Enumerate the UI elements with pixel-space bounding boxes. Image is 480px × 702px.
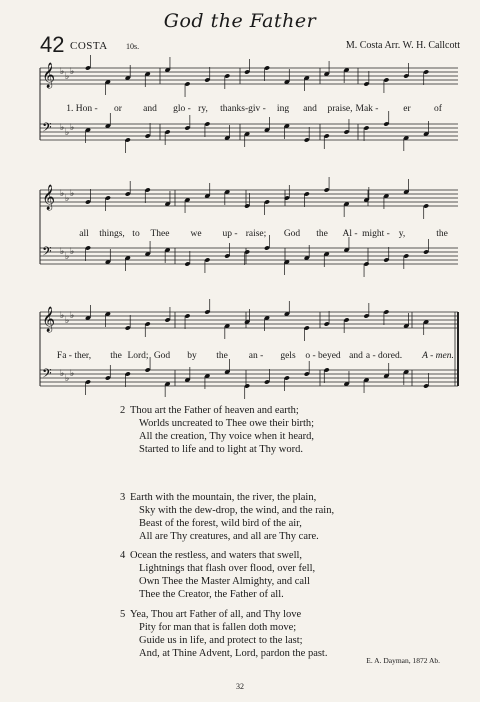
flat-icon: ♭ bbox=[60, 247, 65, 257]
lyric-syllable: things, bbox=[99, 229, 125, 239]
lyric-syllable: Thee bbox=[150, 229, 170, 239]
bass-clef-icon: 𝄢 bbox=[42, 120, 52, 138]
bass-clef-icon: 𝄢 bbox=[42, 244, 52, 262]
lyric-syllable: all bbox=[79, 229, 89, 239]
verse-line: Own Thee the Master Almighty, and call bbox=[139, 576, 310, 587]
flat-icon: ♭ bbox=[60, 123, 65, 133]
verse-number: 3 bbox=[120, 492, 126, 503]
lyric-syllable: y, bbox=[398, 229, 406, 239]
section-title: God the Father bbox=[163, 10, 317, 32]
lyric-syllable: to bbox=[132, 229, 140, 239]
verse-line: Thee the Creator, the Father of all. bbox=[139, 589, 284, 600]
lyric-syllable: we bbox=[190, 229, 202, 239]
verse-number: 2 bbox=[120, 405, 126, 416]
lyrics-system-3 bbox=[0, 351, 480, 363]
lyric-syllable: Fa - ther, bbox=[56, 351, 92, 361]
lyric-syllable: 1. Hon - bbox=[66, 104, 98, 114]
hymn-number: 42 bbox=[40, 32, 65, 57]
verse-line: Yea, Thou art Father of all, and Thy love bbox=[130, 609, 302, 620]
flat-icon: ♭ bbox=[65, 252, 70, 262]
lyric-syllable: o - beyed bbox=[305, 351, 341, 361]
verse-line: All are Thy creatures, and all are Thy care. bbox=[139, 531, 319, 542]
treble-clef-icon: 𝄞 bbox=[42, 63, 56, 88]
verse-2 bbox=[120, 404, 315, 456]
flat-icon: ♭ bbox=[60, 189, 65, 199]
verse-line: And, at Thine Advent, Lord, pardon the past. bbox=[139, 648, 328, 659]
lyric-syllable: ing bbox=[276, 104, 290, 114]
verse-line: Started to life and to light at Thy word. bbox=[139, 444, 303, 455]
verse-line: Guide us in life, and protect to the last; bbox=[139, 635, 303, 646]
tune-name: COSTA bbox=[70, 40, 108, 52]
lyric-syllable: thanks-giv - bbox=[220, 104, 266, 114]
lyric-syllable: might - bbox=[362, 229, 390, 239]
lyric-syllable: the bbox=[216, 351, 228, 361]
text-credit: E. A. Dayman, 1872 Ab. bbox=[366, 656, 440, 665]
verse-4 bbox=[120, 549, 316, 601]
page-number: 32 bbox=[236, 682, 244, 691]
lyrics-system-2 bbox=[0, 229, 480, 241]
lyric-syllable: or bbox=[114, 104, 122, 114]
lyric-syllable: of bbox=[434, 104, 442, 114]
flat-icon: ♭ bbox=[60, 311, 65, 321]
lyric-syllable: God bbox=[283, 229, 301, 239]
flat-icon: ♭ bbox=[65, 128, 70, 138]
flat-icon: ♭ bbox=[70, 189, 75, 199]
treble-clef-icon: 𝄞 bbox=[42, 185, 56, 210]
treble-clef-icon: 𝄞 bbox=[42, 307, 56, 332]
verse-line: Beast of the forest, wild bird of the air, bbox=[139, 518, 302, 529]
lyrics-system-1 bbox=[0, 104, 480, 116]
lyric-syllable: the bbox=[110, 351, 122, 361]
flat-icon: ♭ bbox=[70, 123, 75, 133]
lyric-syllable: ry, bbox=[198, 104, 208, 114]
flat-icon: ♭ bbox=[70, 369, 75, 379]
bass-clef-icon: 𝄢 bbox=[42, 366, 52, 384]
flat-icon: ♭ bbox=[70, 311, 75, 321]
flat-icon: ♭ bbox=[70, 67, 75, 77]
flat-icon: ♭ bbox=[60, 67, 65, 77]
lyric-syllable: up - bbox=[222, 229, 238, 239]
verse-5 bbox=[120, 608, 328, 660]
lyric-syllable: an - bbox=[248, 351, 264, 361]
lyric-syllable: A - men. bbox=[422, 351, 454, 361]
lyric-syllable: praise, bbox=[327, 104, 353, 114]
lyric-syllable: er bbox=[403, 104, 411, 114]
flat-icon: ♭ bbox=[65, 194, 70, 204]
verse-number: 5 bbox=[120, 609, 126, 620]
verse-line: Ocean the restless, and waters that swell, bbox=[130, 550, 303, 561]
verse-3 bbox=[120, 491, 335, 543]
verse-line: All the creation, Thy voice when it heard, bbox=[139, 431, 315, 442]
lyric-syllable: the bbox=[436, 229, 448, 239]
verse-line: Worlds uncreated to Thee owe their birth; bbox=[139, 418, 315, 429]
verse-line: Sky with the dew-drop, the wind, and the rain, bbox=[139, 505, 335, 516]
flat-icon: ♭ bbox=[65, 72, 70, 82]
lyric-syllable: gels bbox=[280, 351, 296, 361]
lyric-syllable: and bbox=[303, 104, 317, 114]
flat-icon: ♭ bbox=[65, 316, 70, 326]
lyric-syllable: and bbox=[349, 351, 363, 361]
lyric-syllable: raise; bbox=[245, 229, 267, 239]
meter: 10s. bbox=[126, 42, 140, 51]
verse-line: Thou art the Father of heaven and earth; bbox=[130, 405, 299, 416]
verse-line: Lightnings that flash over flood, over fell, bbox=[139, 563, 316, 574]
lyric-syllable: Al - bbox=[342, 229, 358, 239]
verse-line: Earth with the mountain, the river, the plain, bbox=[130, 492, 317, 503]
lyric-syllable: God bbox=[153, 351, 171, 361]
lyric-syllable: Mak - bbox=[355, 104, 379, 114]
flat-icon: ♭ bbox=[65, 374, 70, 384]
flat-icon: ♭ bbox=[70, 247, 75, 257]
lyric-syllable: by bbox=[187, 351, 197, 361]
verse-line: Pity for man that is fallen doth move; bbox=[139, 622, 297, 633]
lyric-syllable: a - dored. bbox=[365, 351, 403, 361]
flat-icon: ♭ bbox=[60, 369, 65, 379]
lyric-syllable: and bbox=[143, 104, 157, 114]
composer: M. Costa Arr. W. H. Callcott bbox=[345, 40, 460, 51]
lyric-syllable: the bbox=[316, 229, 328, 239]
lyric-syllable: Lord; bbox=[127, 351, 149, 361]
verse-number: 4 bbox=[120, 550, 126, 561]
lyric-syllable: glo - bbox=[173, 104, 191, 114]
